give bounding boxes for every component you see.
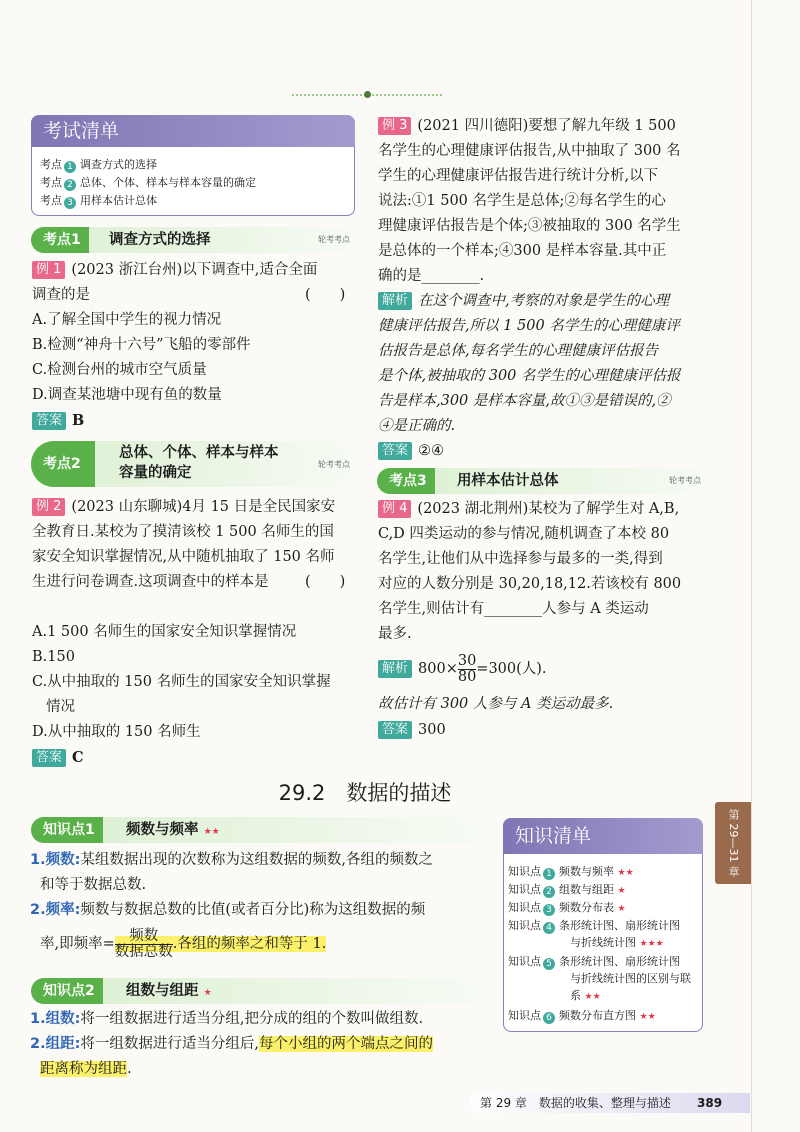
definition-group-width: 距离称为组距. bbox=[40, 1061, 132, 1077]
example-2-line: 例 2 (2023 山东聊城)4月 15 日是全民国家安 bbox=[32, 495, 335, 520]
exam-list-item: 考点 3 用样本估计总体 bbox=[40, 194, 157, 208]
definition-frequency-rate: 2.频率:频数与数据总数的比值(或者百分比)称为这组数据的频 bbox=[30, 902, 426, 918]
example-3-line: 理健康评估报告是个体;③被抽取的 300 名学生 bbox=[378, 218, 681, 234]
kaodian-2-header: 考点2 总体、个体、样本与样本 容量的确定 轮考考点 bbox=[31, 441, 356, 487]
chapter-side-tab[interactable]: 第 29—31 章 bbox=[715, 802, 751, 884]
section-title: 29.2 数据的描述 bbox=[278, 781, 452, 805]
example-4-line: 对应的人数分别是 30,20,18,12.若该校有 800 bbox=[378, 576, 682, 592]
option: D.从中抽取的 150 名师生 bbox=[32, 724, 201, 740]
knowledge-list-item-cont: 与折线统计图的区别与联 bbox=[570, 972, 691, 985]
exam-list-item: 考点 2 总体、个体、样本与样本容量的确定 bbox=[40, 176, 256, 190]
page-right-edge bbox=[751, 0, 752, 1132]
knowledge-list-title: 知识清单 bbox=[503, 818, 703, 854]
exam-list-item: 考点 1 调查方式的选择 bbox=[40, 158, 157, 172]
knowledge-list-item: 知识点 3 频数分布表 ★ bbox=[508, 901, 626, 915]
knowledge-list-item: 知识点 4 条形统计图、扇形统计图 bbox=[508, 919, 680, 933]
option: A.了解全国中学生的视力情况 bbox=[32, 312, 222, 328]
zhishi-1-header: 知识点1 频数与频率 ★★ bbox=[31, 817, 486, 843]
analysis-4-conclusion: 故估计有 300 人参与 A 类运动最多. bbox=[378, 696, 614, 712]
kaodian-3-header: 考点3 用样本估计总体 轮考考点 bbox=[377, 468, 707, 494]
zhishi-2-header: 知识点2 组数与组距 ★ bbox=[31, 978, 486, 1004]
kaodian-1-header: 考点1 调查方式的选择 轮考考点 bbox=[31, 227, 356, 253]
analysis-4-calc: 解析 800× $\frac{30}{80}$ =300(人). bbox=[378, 652, 547, 686]
knowledge-list-item: 知识点 5 条形统计图、扇形统计图 bbox=[508, 955, 680, 969]
kaodian-1-title: 调查方式的选择 bbox=[109, 232, 211, 248]
option: B.150 bbox=[32, 649, 75, 665]
example-3-line: 确的是________. bbox=[378, 268, 485, 284]
definition-frequency-rate: 率,即频率= $\frac{\text{频数}}{\text{数据总数}}$ .各组的频率之和等于 1. bbox=[40, 927, 327, 960]
footer-chapter: 第 29 章 数据的收集、整理与描述 bbox=[480, 1096, 671, 1110]
answer-4: 答案 300 bbox=[378, 718, 446, 743]
example-1-paren: ( ) bbox=[305, 287, 346, 303]
example-1-line: 例 1 (2023 浙江台州)以下调查中,适合全面 bbox=[32, 258, 317, 283]
example-2-line: 家安全知识掌握情况,从中随机抽取了 150 名师 bbox=[32, 549, 335, 565]
page-number: 389 bbox=[697, 1096, 723, 1110]
definition-frequency-count: 和等于数据总数. bbox=[40, 877, 147, 893]
knowledge-list-item: 知识点 2 组数与组距 ★ bbox=[508, 883, 626, 897]
option: C.从中抽取的 150 名师生的国家安全知识掌握 bbox=[32, 674, 331, 690]
definition-frequency-count: 1.频数:某组数据出现的次数称为这组数据的频数,各组的频数之 bbox=[30, 852, 434, 868]
option: B.检测“神舟十六号”飞船的零部件 bbox=[32, 337, 251, 353]
example-2-line: 全教育日.某校为了摸清该校 1 500 名师生的国 bbox=[32, 524, 334, 540]
kaodian-3-title: 用样本估计总体 bbox=[457, 473, 559, 489]
knowledge-list-item: 知识点 6 频数分布直方图 ★★ bbox=[508, 1009, 656, 1023]
zhishi-2-title: 组数与组距 ★ bbox=[126, 983, 212, 999]
knowledge-list-item: 知识点 1 频数与频率 ★★ bbox=[508, 865, 634, 879]
example-4-line: 最多. bbox=[378, 626, 412, 642]
example-4-line: 名学生,让他们从中选择参与最多的一类,得到 bbox=[378, 551, 663, 567]
knowledge-list-item-cont: 系 ★★ bbox=[570, 989, 601, 1002]
exam-list-box bbox=[31, 115, 355, 216]
definition-group-count: 1.组数:将一组数据进行适当分组,把分成的组的个数叫做组数. bbox=[30, 1011, 424, 1027]
example-2-paren: ( ) bbox=[305, 574, 346, 590]
example-2-line: 生进行问卷调查.这项调查中的样本是 bbox=[32, 574, 269, 590]
analysis-3-line: 健康评估报告,所以 1 500 名学生的心理健康评 bbox=[378, 318, 680, 334]
option: C.检测台州的城市空气质量 bbox=[32, 362, 207, 378]
example-4-line: 例 4 (2023 湖北荆州)某校为了解学生对 A,B, bbox=[378, 497, 679, 522]
example-3-line: 例 3 (2021 四川德阳)要想了解九年级 1 500 bbox=[378, 114, 676, 139]
example-3-line: 说法:①1 500 名学生是总体;②每名学生的心 bbox=[378, 193, 666, 209]
analysis-3-line: ④是正确的. bbox=[378, 418, 456, 434]
example-1-line: 调查的是 bbox=[32, 287, 90, 303]
option: A.1 500 名师生的国家安全知识掌握情况 bbox=[32, 624, 297, 640]
zhishi-1-title: 频数与频率 ★★ bbox=[126, 822, 220, 838]
answer-1: 答案 B bbox=[32, 408, 84, 434]
example-3-line: 学生的心理健康评估报告进行统计分析,以下 bbox=[378, 168, 659, 184]
example-3-line: 是总体的一个样本;④300 是样本容量.其中正 bbox=[378, 243, 667, 259]
analysis-3-line: 估报告是总体,每名学生的心理健康评估报告 bbox=[378, 343, 659, 359]
top-ornament-dot bbox=[364, 91, 371, 98]
example-4-line: 名学生,则估计有________人参与 A 类运动 bbox=[378, 601, 649, 617]
option: 情况 bbox=[46, 699, 75, 715]
analysis-3-line: 解析 在这个调查中,考察的对象是学生的心理 bbox=[378, 289, 669, 314]
example-4-line: C,D 四类运动的参与情况,随机调查了本校 80 bbox=[378, 526, 670, 542]
knowledge-list-item-cont: 与折线统计图 ★★★ bbox=[570, 936, 664, 949]
option: D.调查某池塘中现有鱼的数量 bbox=[32, 387, 222, 403]
kaodian-2-title: 总体、个体、样本与样本 容量的确定 bbox=[119, 445, 279, 481]
exam-list-title: 考试清单 bbox=[31, 115, 355, 147]
definition-group-width: 2.组距:将一组数据进行适当分组后,每个小组的两个端点之间的 bbox=[30, 1036, 434, 1052]
analysis-3-line: 是个体,被抽取的 300 名学生的心理健康评估报 bbox=[378, 368, 681, 384]
knowledge-list-box bbox=[503, 818, 703, 1032]
answer-2: 答案 C bbox=[32, 745, 84, 771]
example-3-line: 名学生的心理健康评估报告,从中抽取了 300 名 bbox=[378, 143, 681, 159]
analysis-3-line: 告是样本,300 是样本容量,故①③是错误的,② bbox=[378, 393, 671, 409]
answer-3: 答案 ②④ bbox=[378, 439, 444, 464]
